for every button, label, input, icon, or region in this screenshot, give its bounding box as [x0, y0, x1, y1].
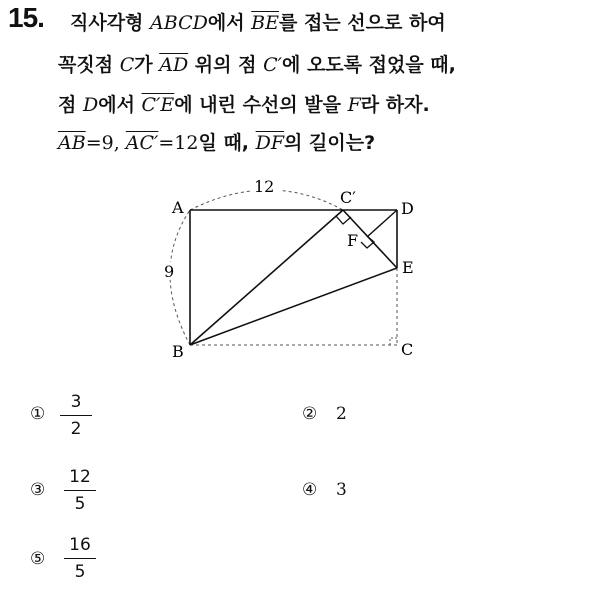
math-number: =12: [158, 132, 199, 154]
question-text: 의 길이는?: [284, 132, 376, 154]
segment-symbol: $\overline{AD}$: [159, 54, 189, 76]
choice-1-numerator: 3: [70, 392, 82, 412]
point-label-E: E: [402, 258, 414, 277]
segment-D-F: [367, 210, 397, 237]
point-label-B: B: [172, 342, 184, 361]
segment-B-E: [190, 268, 397, 345]
choice-2-value[interactable]: 2: [336, 404, 347, 424]
math-symbol: D: [82, 94, 99, 116]
dimension-label-AC: 12: [254, 177, 275, 196]
math-symbol: ABCD: [150, 12, 208, 34]
choice-5-marker[interactable]: ⑤: [30, 549, 46, 569]
choice-5-denominator: 5: [74, 562, 86, 583]
right-angle-mark-C: [390, 338, 397, 345]
fraction-bar: [64, 558, 96, 559]
point-label-F: F: [347, 231, 359, 250]
point-label-Cprime: C′: [340, 188, 356, 207]
point-label-A: A: [172, 198, 184, 217]
fraction-bar: [60, 415, 92, 416]
choice-2-marker[interactable]: ②: [302, 404, 318, 424]
question-number: 15.: [8, 2, 44, 33]
segment-symbol: C′E: [141, 94, 175, 116]
choice-3-marker[interactable]: ③: [30, 480, 46, 500]
math-symbol: C′: [263, 54, 282, 76]
question-text: 를 접는 선으로 하여: [279, 12, 446, 34]
choice-3-numerator: 12: [69, 467, 91, 487]
question-text: 에 오도록 접었을 때,: [281, 54, 456, 76]
math-symbol: F: [347, 94, 361, 116]
choice-1-marker[interactable]: ①: [30, 404, 46, 424]
question-text: 직사각형: [70, 12, 151, 34]
math-symbol: C: [119, 54, 135, 76]
choice-5-fraction[interactable]: [62, 535, 98, 582]
point-label-D: D: [401, 199, 414, 218]
question-text: 가: [134, 54, 160, 76]
question-text: 에서: [207, 12, 252, 34]
question-text: 라 하자.: [360, 94, 430, 116]
choice-1-denominator: 2: [70, 419, 82, 440]
segment-B-Cp: [190, 210, 343, 345]
segment-symbol: $\overline{BE}$: [251, 12, 280, 34]
dimension-label-AB: 9: [164, 262, 175, 281]
choice-5-numerator: 16: [69, 535, 91, 555]
question-text: 에서: [98, 94, 142, 116]
fraction-bar: [64, 490, 96, 491]
question-text: 위의 점: [188, 54, 264, 76]
choice-1-fraction[interactable]: [58, 392, 94, 439]
question-text: 꼭짓점: [58, 54, 120, 76]
choice-4-marker[interactable]: ④: [302, 480, 318, 500]
question-text: 점: [58, 94, 83, 116]
choice-4-value[interactable]: 3: [336, 480, 347, 500]
question-text: 일 때,: [198, 132, 256, 154]
point-label-C: C: [401, 340, 414, 359]
choice-3-denominator: 5: [74, 494, 86, 515]
segment-symbol: $\overline{AB}$: [58, 132, 86, 154]
question-text: 에 내린 수선의 발을: [174, 94, 348, 116]
segment-symbol: AC′: [125, 132, 159, 154]
segment-symbol: $\overline{DF}$: [255, 132, 285, 154]
choice-3-fraction[interactable]: [62, 467, 98, 514]
math-number: =9,: [85, 132, 126, 154]
